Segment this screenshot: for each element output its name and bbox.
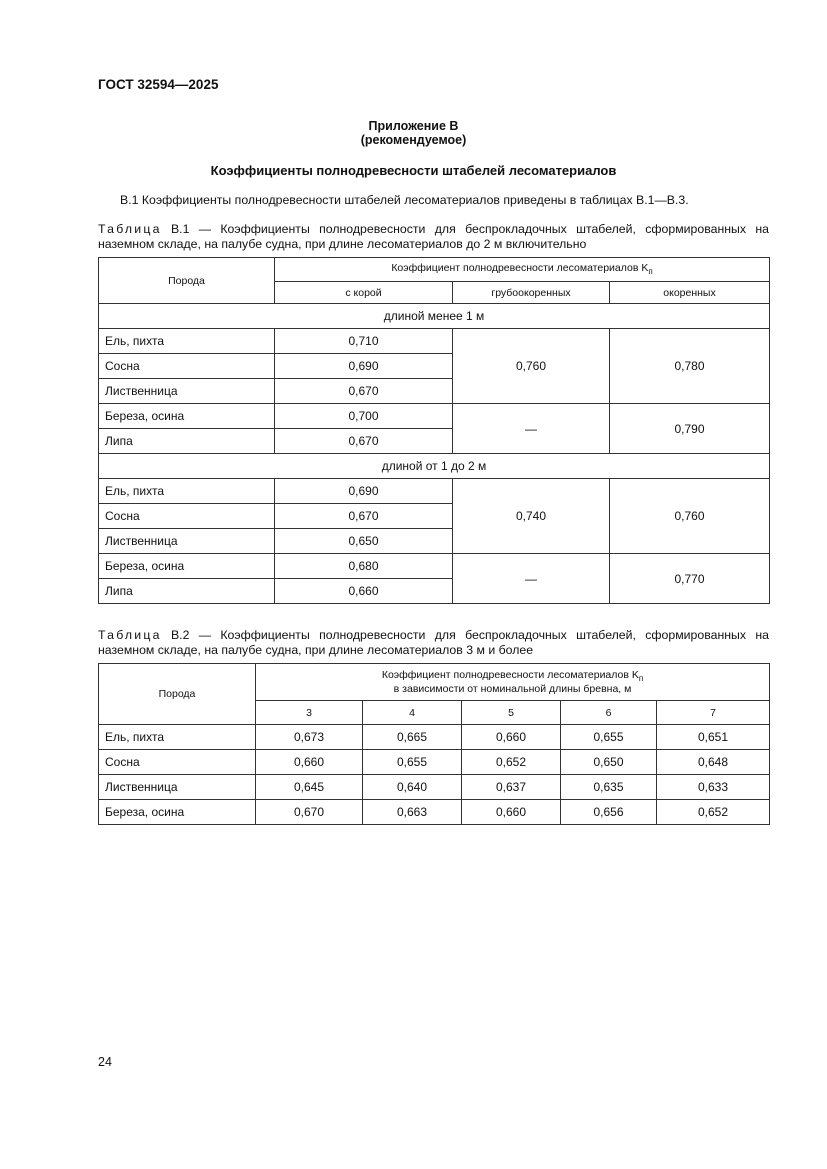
table1-group-label: длиной менее 1 м [99, 304, 770, 329]
intro-paragraph: В.1 Коэффициенты полнодревесности штабелей лесоматериалов приведены в таблицах В.1—В.3. [120, 193, 689, 207]
table-cell-value: 0,690 [275, 354, 453, 379]
table-cell-value: 0,650 [561, 750, 657, 775]
table1-header-bark: с корой [275, 282, 453, 304]
table-cell-value: 0,710 [275, 329, 453, 354]
table-cell-value: 0,673 [256, 725, 363, 750]
table-cell-species: Лиственница [99, 529, 275, 554]
table-cell-value: 0,640 [363, 775, 462, 800]
table-cell-merged: 0,790 [610, 404, 770, 454]
table1-header-coef-text: Коэффициент полнодревесности лесоматериалов K [391, 262, 649, 275]
table-cell-value: 0,652 [462, 750, 561, 775]
table1-caption-label: Таблица [98, 222, 162, 236]
table-cell-value: 0,655 [561, 725, 657, 750]
table-cell-merged: 0,760 [453, 329, 610, 404]
appendix-title: Приложение В [368, 119, 459, 133]
table-cell-value: 0,650 [275, 529, 453, 554]
table-cell-value: 0,645 [256, 775, 363, 800]
table-cell-merged: 0,760 [610, 479, 770, 554]
table-cell-value: 0,670 [256, 800, 363, 825]
document-id: ГОСТ 32594—2025 [98, 77, 219, 92]
table-cell-value: 0,652 [657, 800, 770, 825]
table2-header-length: 6 [561, 701, 657, 725]
table2-header-species: Порода [99, 664, 256, 725]
table1-header-coef-sub: п [648, 267, 653, 277]
appendix-status: (рекомендуемое) [360, 133, 467, 147]
table-cell-value: 0,700 [275, 404, 453, 429]
table1-header-rough: грубоокоренных [453, 282, 610, 304]
table-cell-species: Ель, пихта [99, 725, 256, 750]
table-cell-species: Сосна [99, 504, 275, 529]
table-cell-species: Липа [99, 429, 275, 454]
table-cell-value: 0,660 [462, 725, 561, 750]
table2-header-coef-line2: в зависимости от номинальной длины бревна, м [393, 683, 632, 696]
table-cell-value: 0,690 [275, 479, 453, 504]
table-cell-merged: — [453, 404, 610, 454]
table2-header-coef-line1: Коэффициент полнодревесности лесоматериалов K [381, 668, 639, 681]
table-cell-value: 0,651 [657, 725, 770, 750]
table-cell-species: Сосна [99, 750, 256, 775]
table-cell-species: Лиственница [99, 775, 256, 800]
table-cell-value: 0,680 [275, 554, 453, 579]
table2-header-coef-sub: п [638, 674, 644, 684]
table2-caption-text: В.2 — Коэффициенты полнодревесности для беспрокладочных штабелей, сформированных на наземном складе, на палубе судна, при длине лесоматериалов 3 м и более [98, 628, 769, 657]
table-cell-species: Ель, пихта [99, 329, 275, 354]
table2-header-length: 3 [256, 701, 363, 725]
table1-caption-text: В.1 — Коэффициенты полнодревесности для беспрокладочных штабелей, сформированных на наземном складе, на палубе судна, при длине лесоматериалов до 2 м включительно [98, 222, 769, 251]
table-cell-merged: 0,770 [610, 554, 770, 604]
table2-header-length: 7 [657, 701, 770, 725]
table-cell-value: 0,635 [561, 775, 657, 800]
table-cell-value: 0,656 [561, 800, 657, 825]
table-cell-species: Береза, осина [99, 554, 275, 579]
table2-caption [98, 628, 769, 658]
table1-caption [98, 222, 769, 252]
table-cell-species: Береза, осина [99, 800, 256, 825]
table1-header-debarked: окоренных [610, 282, 770, 304]
table-cell-species: Береза, осина [99, 404, 275, 429]
table-cell-species: Липа [99, 579, 275, 604]
table2-caption-label: Таблица [98, 628, 162, 642]
table-cell-value: 0,655 [363, 750, 462, 775]
table-cell-merged: — [453, 554, 610, 604]
table1-header-species: Порода [99, 258, 275, 304]
table-cell-value: 0,660 [256, 750, 363, 775]
table-cell-value: 0,637 [462, 775, 561, 800]
table-1 [98, 257, 770, 604]
table-cell-value: 0,633 [657, 775, 770, 800]
table1-group-label: длиной от 1 до 2 м [99, 454, 770, 479]
table1-header-coef [275, 258, 770, 282]
table-cell-value: 0,670 [275, 504, 453, 529]
table2-header-length: 4 [363, 701, 462, 725]
table-cell-value: 0,670 [275, 379, 453, 404]
table-cell-value: 0,663 [363, 800, 462, 825]
table-cell-merged: 0,740 [453, 479, 610, 554]
table-cell-value: 0,660 [275, 579, 453, 604]
table-cell-species: Сосна [99, 354, 275, 379]
table-cell-value: 0,660 [462, 800, 561, 825]
page-number: 24 [98, 1055, 112, 1069]
table2-header-coef [256, 664, 770, 701]
table-cell-value: 0,648 [657, 750, 770, 775]
table-2 [98, 663, 770, 825]
table-cell-value: 0,665 [363, 725, 462, 750]
table-cell-merged: 0,780 [610, 329, 770, 404]
table-cell-value: 0,670 [275, 429, 453, 454]
table-cell-species: Ель, пихта [99, 479, 275, 504]
table2-header-length: 5 [462, 701, 561, 725]
table-cell-species: Лиственница [99, 379, 275, 404]
section-heading: Коэффициенты полнодревесности штабелей лесоматериалов [210, 163, 617, 178]
